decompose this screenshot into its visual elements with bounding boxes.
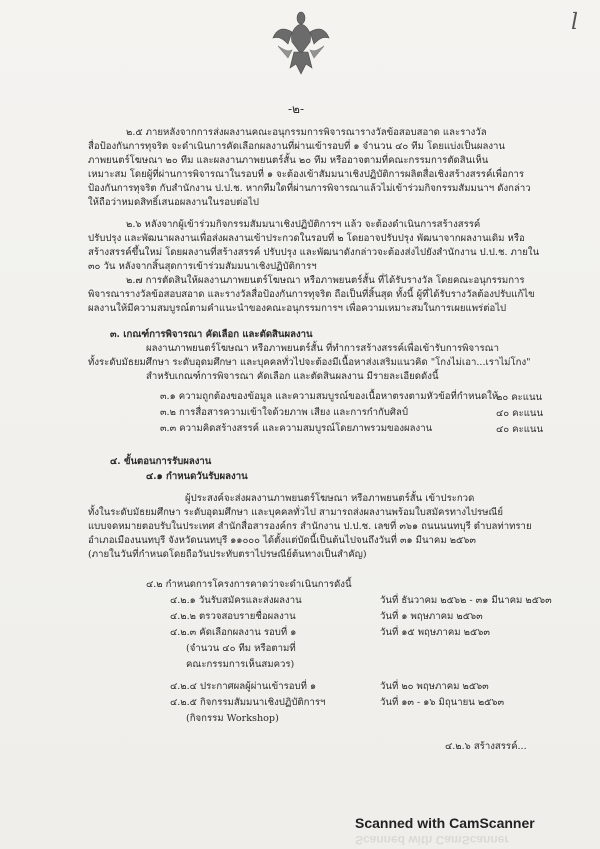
handwritten-corner-mark: l <box>570 10 578 35</box>
text-line: ป้องกันการทุจริต กับสำนักงาน ป.ป.ช. หากทีมใดที่ผ่านการพิจารณาแล้วไม่เข้าร่วมกิจกรรมสัมมนาฯ ดังกล่าว <box>88 183 531 194</box>
score-value: ๔๐ คะแนน <box>496 424 544 435</box>
text-line: แบบจดหมายตอบรับในประเทศ สำนักสื่อสารองค์กร สำนักงาน ป.ป.ช. เลขที่ ๓๖๑ ถนนนนทบุรี ตำบลท่าทราย <box>88 521 532 532</box>
text-line: ๓๐ วัน หลังจากสิ้นสุดการเข้าร่วมสัมมนาเชิงปฏิบัติการฯ <box>88 261 317 272</box>
text-line: ผลงานให้มีความสมบูรณ์ตามคำแนะนำของคณะอนุกรรมการฯ เพื่อความเหมาะสมในการเผยแพร่ต่อไป <box>88 303 507 314</box>
text-line: ๒.๗ การตัดสินให้ผลงานภาพยนตร์โฆษณา หรือภาพยนตร์สั้น ที่ได้รับรางวัล โดยคณะอนุกรรมการ <box>126 275 525 286</box>
text-line: เหมาะสม โดยผู้ที่ผ่านการพิจารณาในรอบที่ ๑ จะต้องเข้าสัมมนาเชิงปฏิบัติการผลิตสื่อเชิงสร้างสรรค์เพื่อการ <box>88 169 525 180</box>
camscanner-watermark-ghost: Scanned with CamScanner <box>355 833 510 847</box>
text-line: ๓.๑ ความถูกต้องของข้อมูล และความสมบูรณ์ของเนื้อหาตรงตามหัวข้อที่กำหนดให้ <box>160 391 499 402</box>
text-line: ภาพยนตร์โฆษณา ๒๐ ทีม และผลงานภาพยนตร์สั้น ๒๐ ทีม หรืออาจตามที่คณะกรรมการตัดสินเห็น <box>88 155 489 166</box>
text-line: (กิจกรรม Workshop) <box>186 713 279 724</box>
text-line: ๔.๒.๑ วันรับสมัครและส่งผลงาน <box>170 595 302 606</box>
text-line: ทั้งในระดับมัธยมศึกษา ระดับอุดมศึกษา และบุคคลทั่วไป สามารถส่งผลงานพร้อมใบสมัครทางไปรษณีย์ <box>88 507 503 518</box>
text-line: ๔. ขั้นตอนการรับผลงาน <box>110 456 212 467</box>
text-line: ๔.๒.๔ ประกาศผลผู้ผ่านเข้ารอบที่ ๑ <box>170 681 317 692</box>
text-line: วันที่ ๑๓ - ๑๖ มิถุนายน ๒๕๖๓ <box>380 697 505 708</box>
text-line: ๔.๒.๒ ตรวจสอบรายชื่อผลงาน <box>170 611 296 622</box>
text-line: (ภายในวันที่กำหนดโดยถือวันประทับตราไปรษณีย์ต้นทางเป็นสำคัญ) <box>88 549 367 560</box>
text-line: ปรับปรุง และพัฒนาผลงานเพื่อส่งผลงานเข้าประกวดในรอบที่ ๒ โดยอาจปรับปรุง พัฒนาจากผลงานเดิม หรือ <box>88 233 525 244</box>
text-line: สำหรับเกณฑ์การพิจารณา คัดเลือก และตัดสินผลงาน มีรายละเอียดดังนี้ <box>146 371 439 382</box>
camscanner-watermark: Scanned with CamScanner <box>355 815 535 831</box>
text-line: ผลงานภาพยนตร์โฆษณา หรือภาพยนตร์สั้น ที่ทำการสร้างสรรค์เพื่อเข้ารับการพิจารณา <box>146 343 499 354</box>
garuda-emblem-icon <box>270 8 332 78</box>
text-line: สื่อป้องกันการทุจริต จะดำเนินการคัดเลือกผลงานที่ผ่านเข้ารอบที่ ๑ จำนวน ๔๐ ทีม โดยแบ่งเป็นผลงาน <box>88 141 505 152</box>
text-line: ๔.๒.๓ คัดเลือกผลงาน รอบที่ ๑ <box>170 627 297 638</box>
text-line: อำเภอเมืองนนทบุรี จังหวัดนนทบุรี ๑๑๐๐๐ ได้ตั้งแต่บัดนี้เป็นต้นไปจนถึงวันที่ ๓๑ มีนาคม ๒๕๖๓ <box>88 535 476 546</box>
text-line: ๔.๒ กำหนดการโครงการคาดว่าจะดำเนินการดังนี้ <box>146 579 352 590</box>
score-value: ๒๐ คะแนน <box>496 392 543 403</box>
text-line: ๓.๒ การสื่อสารความเข้าใจด้วยภาพ เสียง และการกำกับศิลป์ <box>160 407 408 418</box>
text-line: (จำนวน ๔๐ ทีม หรือตามที่ <box>186 643 296 654</box>
text-line: ให้ถือว่าหมดสิทธิ์เสนอผลงานในรอบต่อไป <box>88 197 260 208</box>
text-line: วันที่ ๑ พฤษภาคม ๒๕๖๓ <box>380 611 483 622</box>
text-line: ๔.๒.๖ สร้างสรรค์... <box>445 741 527 752</box>
text-line: ๒.๖ หลังจากผู้เข้าร่วมกิจกรรมสัมมนาเชิงปฏิบัติการฯ แล้ว จะต้องดำเนินการสร้างสรรค์ <box>126 219 481 230</box>
text-line: วันที่ ๑๕ พฤษภาคม ๒๕๖๓ <box>380 627 490 638</box>
text-line: คณะกรรมการเห็นสมควร) <box>186 659 295 670</box>
text-line: ๒.๕ ภายหลังจากการส่งผลงานคณะอนุกรรมการพิจารณารางวัลข้อสอบสอาด และรางวัล <box>126 127 487 138</box>
text-line: ผู้ประสงค์จะส่งผลงานภาพยนตร์โฆษณา หรือภาพยนตร์สั้น เข้าประกวด <box>185 493 475 504</box>
score-value: ๔๐ คะแนน <box>496 408 544 419</box>
text-line: ๓.๓ ความคิดสร้างสรรค์ และความสมบูรณ์โดยภาพรวมของผลงาน <box>160 423 433 434</box>
page-number: -๒- <box>288 102 305 116</box>
text-line: ๔.๒.๕ กิจกรรมสัมมนาเชิงปฏิบัติการฯ <box>170 697 326 708</box>
text-line: วันที่ ธันวาคม ๒๕๖๒ - ๓๑ มีนาคม ๒๕๖๓ <box>380 595 552 606</box>
text-line: สร้างสรรค์ขึ้นใหม่ โดยผลงานที่สร้างสรรค์ ปรับปรุง และพัฒนาดังกล่าวจะต้องส่งไปยังสำนักงาน ป.ป.ช. ภายใน <box>88 247 540 258</box>
text-line: ทั้งระดับมัธยมศึกษา ระดับอุดมศึกษา และบุคคลทั่วไปจะต้องมีเนื้อหาส่งเสริมแนวคิด "โกงไม่เอา...เราไม่โกง" <box>88 357 531 368</box>
text-line: ๓. เกณฑ์การพิจารณา คัดเลือก และตัดสินผลงาน <box>110 329 313 340</box>
text-line: วันที่ ๒๐ พฤษภาคม ๒๕๖๓ <box>380 681 489 692</box>
text-line: ๔.๑ กำหนดวันรับผลงาน <box>146 471 248 482</box>
text-line: พิจารณารางวัลข้อสอบสอาด และรางวัลสื่อป้องกันการทุจริต ถือเป็นที่สิ้นสุด ทั้งนี้ ผู้ที่ได้รับรางวัลต้องปรับแก้ไข <box>88 289 535 300</box>
